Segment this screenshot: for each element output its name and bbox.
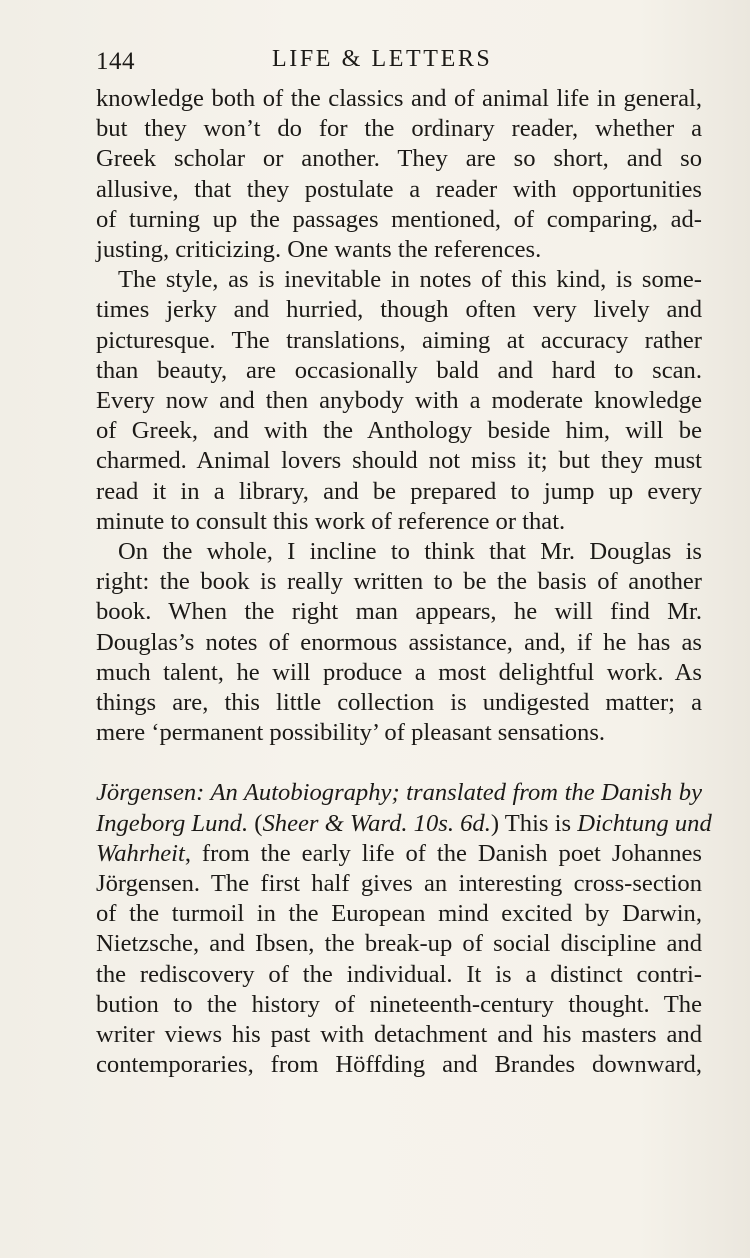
text-line: knowledge both of the classics and of animal life in general, [96, 85, 702, 112]
text-fragment: , from the early life of the Danish poet Johannes [184, 839, 702, 867]
text-line: the rediscovery of the individual. It is a distinct contri- [96, 960, 702, 988]
text-line: of the turmoil in the European mind excited by Darwin, [96, 900, 702, 928]
text-line: The style, as is inevitable in notes of this kind, is some- [118, 266, 702, 294]
text-line: Nietzsche, and Ibsen, the break-up of social discipline and [96, 930, 702, 958]
text-line: allusive, that they postulate a reader with opportunities [96, 175, 702, 203]
review-translator: Ingeborg Lund. [96, 809, 249, 837]
paragraph-3 [96, 537, 702, 748]
text-fragment: ( [248, 809, 263, 837]
running-head: LIFE & LETTERS [272, 46, 493, 72]
text-line: Every now and then anybody with a moderate knowledge [96, 387, 702, 415]
book-review [96, 778, 712, 1080]
text-line: On the whole, I incline to think that Mr. Douglas is [118, 538, 702, 566]
text-fragment: ) This is [490, 809, 578, 837]
text-line [96, 839, 702, 869]
text-line: justing, criticizing. One wants the references. [96, 236, 542, 264]
paragraph-1 [96, 84, 702, 265]
paragraph-2 [96, 265, 702, 537]
text-line: bution to the history of nineteenth-century thought. The [96, 990, 702, 1018]
text-line [96, 809, 712, 839]
text-line: picturesque. The translations, aiming at accuracy rather [96, 326, 702, 354]
text-line: much talent, he will produce a most delightful work. As [96, 658, 702, 686]
page-header [96, 44, 702, 78]
text-line: contemporaries, from Höffding and Brandes downward, [96, 1051, 702, 1079]
text-line: Douglas’s notes of enormous assistance, and, if he has as [96, 628, 702, 656]
text-line: but they won’t do for the ordinary reader, whether a [96, 115, 702, 143]
text-line: writer views his past with detachment and his masters and [96, 1021, 702, 1049]
text-line [96, 778, 702, 808]
text-line: book. When the right man appears, he will find Mr. [96, 598, 702, 626]
page-number: 144 [96, 48, 135, 75]
text-line: mere ‘permanent possibility’ of pleasant sensations. [96, 719, 606, 747]
text-line: times jerky and hurried, though often very lively and [96, 296, 702, 324]
review-work-title: Dichtung und [577, 809, 712, 837]
text-line: Jörgensen. The first half gives an interesting cross-section [96, 870, 702, 898]
text-line: of Greek, and with the Anthology beside him, will be [96, 417, 702, 445]
review-publisher: Sheer & Ward. 10s. 6d. [262, 809, 491, 837]
text-line: charmed. Animal lovers should not miss it; but they must [96, 447, 702, 475]
body-text [96, 84, 712, 1081]
text-line: read it in a library, and be prepared to jump up every [96, 477, 702, 505]
review-title: Jörgensen: An Autobiography; translated from the Danish by [96, 779, 702, 807]
text-line: right: the book is really written to be the basis of another [96, 568, 702, 596]
review-work-title: Wahrheit [96, 839, 185, 867]
text-line: Greek scholar or another. They are so short, and so [96, 145, 702, 173]
text-line: minute to consult this work of reference or that. [96, 507, 566, 535]
text-line: than beauty, are occasionally bald and hard to scan. [96, 356, 702, 384]
text-line: things are, this little collection is undigested matter; a [96, 689, 702, 717]
text-line: of turning up the passages mentioned, of comparing, ad- [96, 205, 702, 233]
